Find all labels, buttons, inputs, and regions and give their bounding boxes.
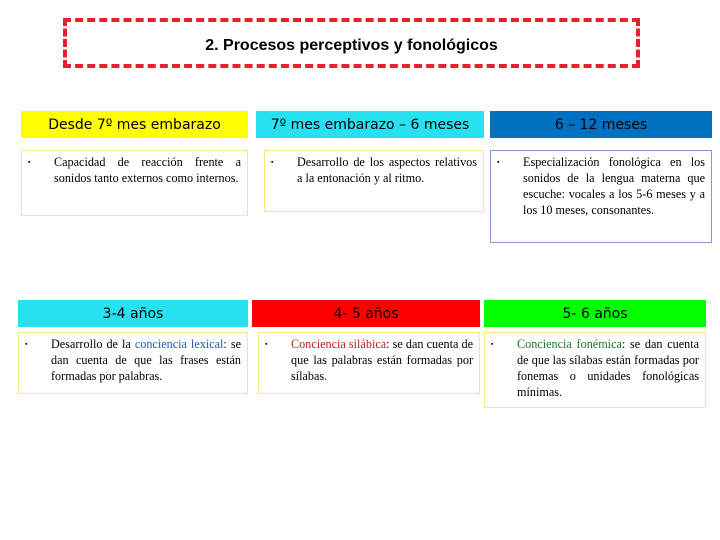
bullet-icon: ▪	[497, 158, 500, 166]
box-6-12-meses	[490, 150, 712, 243]
box-7-mes-6-meses	[264, 150, 484, 212]
box-5-6-anos	[484, 332, 706, 408]
header-6-12-meses	[490, 111, 712, 138]
header-label: 6 – 12 meses	[554, 116, 648, 133]
header-label: 4- 5 años	[333, 305, 399, 322]
bullet-icon: ▪	[271, 158, 274, 166]
header-label: 5- 6 años	[562, 305, 628, 322]
box-text	[517, 336, 699, 400]
bullet-icon: ▪	[491, 340, 494, 348]
header-desde-7-mes	[21, 111, 248, 138]
box-3-4-anos	[18, 332, 248, 394]
header-label: Desde 7º mes embarazo	[48, 116, 221, 133]
header-3-4-anos	[18, 300, 248, 327]
text-before: Desarrollo de la	[51, 337, 135, 351]
box-text: Desarrollo de los aspectos relativos a la entonación y al ritmo.	[297, 155, 477, 185]
term-conciencia-fonemica: Conciencia fonémica	[517, 337, 622, 351]
box-desde-7-mes	[21, 150, 248, 216]
header-4-5-anos	[252, 300, 480, 327]
header-label: 3-4 años	[102, 305, 164, 322]
header-7-mes-6-meses	[256, 111, 484, 138]
bullet-icon: ▪	[28, 158, 31, 166]
bullet-icon: ▪	[265, 340, 268, 348]
box-text	[291, 336, 473, 384]
box-text: Especialización fonológica en los sonidos de la lengua materna que escuche: vocales a los 5-6 meses y a los 10 meses, consonantes.	[523, 155, 705, 217]
bullet-icon: ▪	[25, 340, 28, 348]
page-title: 2. Procesos perceptivos y fonológicos	[205, 37, 498, 54]
text-after: : se dan cuenta de que las palabras están formadas por sílabas.	[291, 337, 473, 383]
text-after: : se dan cuenta de que las sílabas están formadas por fonemas o unidades fonológicas mínimas.	[517, 337, 699, 399]
box-text	[51, 336, 241, 384]
box-text: Capacidad de reacción frente a sonidos tanto externos como internos.	[54, 155, 241, 185]
header-5-6-anos	[484, 300, 706, 327]
term-conciencia-lexical: conciencia lexical	[134, 337, 224, 351]
term-conciencia-silabica: Conciencia silábica	[291, 337, 387, 351]
title-box	[63, 18, 640, 68]
box-4-5-anos	[258, 332, 480, 394]
header-label: 7º mes embarazo – 6 meses	[270, 116, 470, 133]
text-after: : se dan cuenta de que las frases están formadas por palabras.	[51, 337, 241, 383]
